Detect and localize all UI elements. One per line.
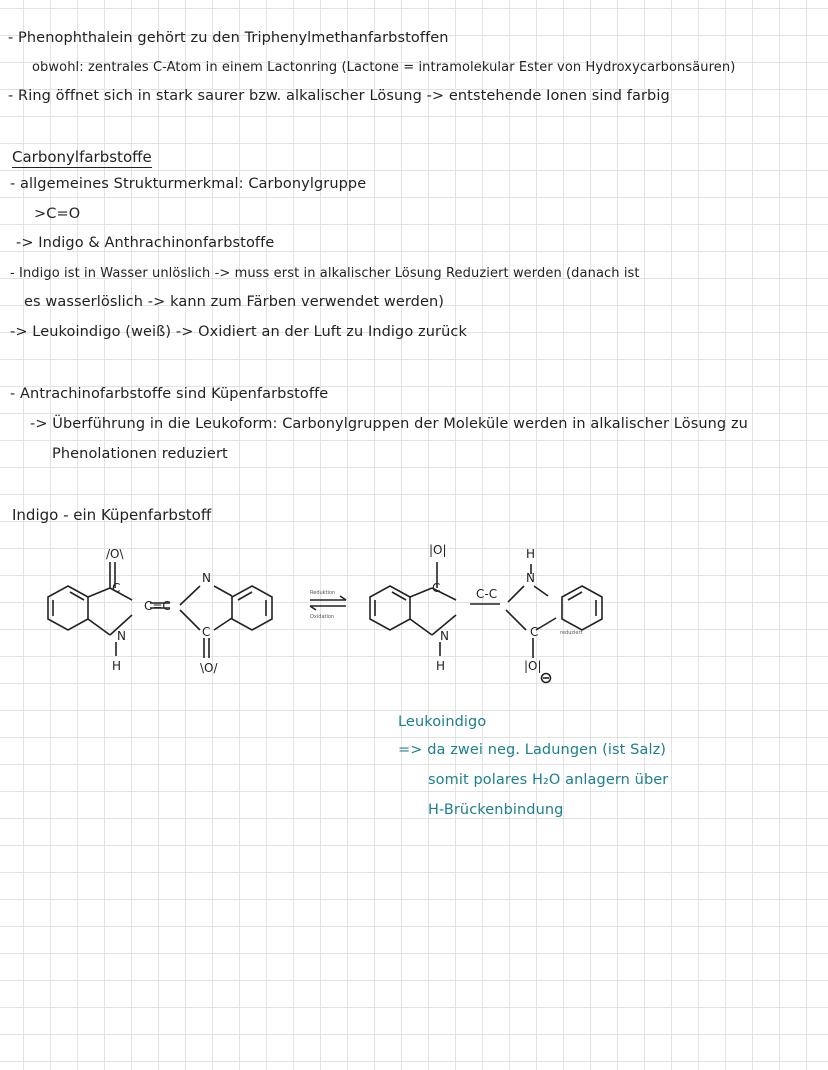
svg-text:N: N (117, 629, 126, 643)
section-heading-indigo: Indigo - ein Küpenfarbstoff (12, 506, 212, 524)
note-anthra-3: Phenolationen reduziert (52, 446, 228, 462)
svg-text:C: C (432, 581, 441, 595)
note-anthra-1: - Antrachinofarbstoffe sind Küpenfarbstoffe (10, 386, 329, 402)
note-carbonyl-2: -> Indigo & Anthrachinonfarbstoffe (16, 235, 275, 251)
note-carbonyl-4: es wasserlöslich -> kann zum Färben verwendet werden) (24, 294, 445, 310)
leukoindigo-left-benzene (370, 586, 410, 630)
arrow-label-oxidation: Oxidation (310, 614, 335, 620)
note-phenolphthalein-1: - Phenophthalein gehört zu den Triphenylmethanfarbstoffen (8, 30, 449, 46)
leukoindigo-note-2: somit polares H₂O anlagern über (428, 772, 669, 788)
svg-text:C: C (530, 625, 539, 639)
svg-text:N: N (440, 629, 449, 643)
svg-text:C: C (202, 625, 211, 639)
indigo-left-benzene (48, 586, 88, 630)
note-carbonyl-5: -> Leukoindigo (weiß) -> Oxidiert an der Luft zu Indigo zurück (10, 324, 467, 340)
leukoindigo-title: Leukoindigo (398, 714, 487, 730)
note-phenolphthalein-3: - Ring öffnet sich in stark saurer bzw. alkalischer Lösung -> entstehende Ionen sind farbig (8, 88, 670, 104)
svg-text:H: H (526, 547, 536, 561)
indigo-reaction-diagram (0, 530, 828, 710)
svg-text:/O\: /O\ (106, 547, 124, 561)
arrow-label-reduktion: Reduktion (310, 590, 336, 596)
svg-text:|O|: |O| (429, 543, 447, 557)
svg-text:N: N (526, 571, 535, 585)
note-anthra-2: -> Überführung in die Leukoform: Carbonylgruppen der Moleküle werden in alkalischer Lösung zu (30, 416, 748, 432)
leukoindigo-note-3: H-Brückenbindung (428, 802, 564, 818)
note-carbonyl-1: - allgemeines Strukturmerkmal: Carbonylgruppe (10, 176, 367, 192)
carbonyl-formula: >C=O (34, 206, 81, 222)
svg-text:H: H (436, 659, 446, 673)
svg-text:C: C (112, 581, 121, 595)
note-phenolphthalein-2: obwohl: zentrales C-Atom in einem Lactonring (Lactone = intramolekular Ester von Hydroxycarbonsäuren) (32, 60, 736, 75)
svg-text:N: N (202, 571, 211, 585)
svg-text:C-C: C-C (476, 587, 498, 601)
svg-text:C=C: C=C (144, 599, 171, 613)
note-carbonyl-3: - Indigo ist in Wasser unlöslich -> muss erst in alkalischer Lösung Reduziert werden (danach ist (10, 266, 640, 281)
svg-text:\O/: \O/ (200, 661, 218, 675)
section-heading-carbonyl: Carbonylfarbstoffe (12, 148, 152, 166)
leukoindigo-note-1: => da zwei neg. Ladungen (ist Salz) (398, 742, 667, 758)
svg-text:H: H (112, 659, 122, 673)
reduced-note: reduziert (560, 630, 583, 636)
svg-text:|O|: |O| (524, 659, 542, 673)
